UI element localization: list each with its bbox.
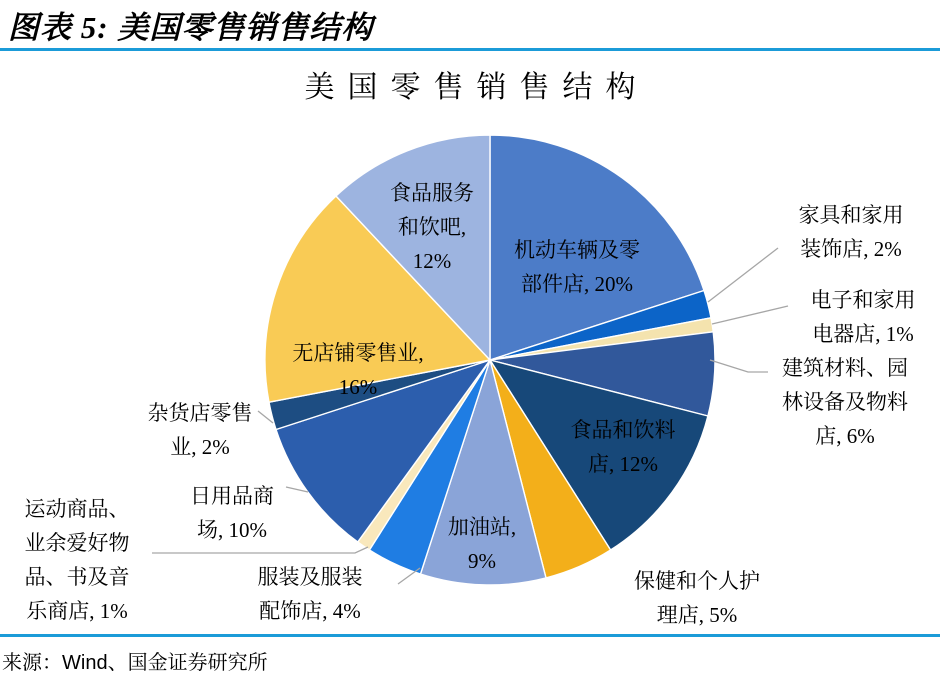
slice-label-line: 杂货店零售 xyxy=(147,401,253,425)
slice-label-line: 家具和家用 xyxy=(798,203,904,227)
slice-label-line: 食品和饮料 xyxy=(570,418,676,442)
figure-header-title: 图表 5: 美国零售销售结构 xyxy=(8,10,374,45)
leader-line-3 xyxy=(710,360,768,372)
source-attribution: 来源：Wind、国金证券研究所 xyxy=(2,652,268,674)
leader-line-2 xyxy=(712,306,788,324)
slice-label-line: 业余爱好物 xyxy=(24,531,130,555)
slice-label-line: 和饮吧, xyxy=(397,215,467,239)
slice-label-line: 品、书及音 xyxy=(24,565,130,589)
slice-label-line: 无店铺零售业, xyxy=(292,341,424,365)
slice-label-line: 业, 2% xyxy=(170,435,230,459)
slice-label-line: 服装及服装 xyxy=(257,565,363,589)
slice-label-line: 林设备及物料 xyxy=(782,390,908,414)
footer-divider-rule xyxy=(0,634,940,637)
slice-label-line: 16% xyxy=(338,375,378,399)
slice-label-line: 保健和个人护 xyxy=(634,569,760,593)
slice-label-line: 12% xyxy=(412,249,452,273)
slice-label-line: 店, 12% xyxy=(588,452,658,476)
slice-label-line: 店, 6% xyxy=(815,424,875,448)
slice-label-line: 部件店, 20% xyxy=(521,272,633,296)
slice-label-line: 理店, 5% xyxy=(656,603,738,627)
slice-label-line: 场, 10% xyxy=(197,518,267,542)
slice-label-line: 装饰店, 2% xyxy=(800,237,902,261)
slice-label-line: 电子和家用 xyxy=(810,288,916,312)
slice-label-line: 运动商品、 xyxy=(24,497,130,521)
slice-label-line: 电器店, 1% xyxy=(812,322,914,346)
slice-label-line: 日用品商 xyxy=(190,484,274,508)
slice-label-line: 乐商店, 1% xyxy=(26,599,128,623)
chart-title: 美国零售销售结构 xyxy=(304,71,649,104)
leader-line-8 xyxy=(152,547,368,553)
slice-label-line: 加油站, xyxy=(447,515,517,539)
leader-line-1 xyxy=(708,248,778,302)
slice-label-line: 机动车辆及零 xyxy=(514,238,640,262)
slice-label-line: 食品服务 xyxy=(390,181,474,205)
slice-label-line: 9% xyxy=(468,549,496,573)
slice-label-line: 建筑材料、园 xyxy=(782,356,908,380)
slice-label-line: 配饰店, 4% xyxy=(259,599,361,623)
